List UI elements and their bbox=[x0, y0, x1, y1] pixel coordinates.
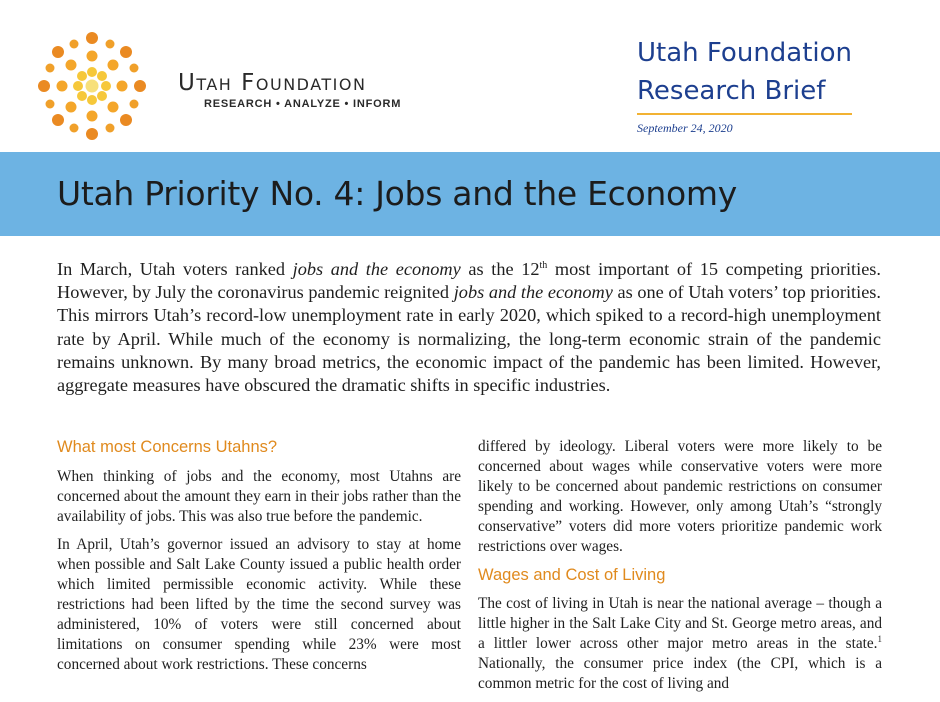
intro-superscript: th bbox=[539, 259, 548, 271]
intro-emphasis: jobs and the economy bbox=[453, 282, 613, 303]
intro-text: as the 12 bbox=[460, 259, 540, 279]
body-paragraph: When thinking of jobs and the economy, most Utahns are concerned about the amount they earn in their jobs rather than the availability of jobs. This was also true before the pandemic. bbox=[57, 468, 461, 525]
logo-dots bbox=[38, 32, 146, 140]
section-heading-wages: Wages and Cost of Living bbox=[478, 566, 666, 584]
body-paragraph: differed by ideology. Liberal voters were more likely to be concerned about wages while conservative voters were more likely to be concerned about pandemic restrictions on consumer spending and working. However, only among Utah’s “strongly conservative” voters did more voters prioritize pandemic work restrictions over wages. bbox=[478, 438, 882, 555]
intro-emphasis: jobs and the economy bbox=[292, 259, 461, 279]
accent-divider bbox=[637, 113, 852, 115]
footnote-marker[interactable]: 1 bbox=[877, 633, 882, 644]
body-text: Nationally, the consumer price index (the CPI, which is a common metric for the cost of living and bbox=[478, 655, 882, 692]
intro-text: as one of Utah voters’ top priorities. This mirrors Utah’s record-low unemployment rate in early 2020, which spiked to a record-high unemployment rate by April. While much of the economy is normalizing, the long-term economic strain of the pandemic remains unknown. By many broad metrics, the economic impact of the pandemic has been limited. However, aggregate measures have obscured the dramatic shifts in specific industries. bbox=[57, 282, 881, 396]
right-column bbox=[478, 437, 882, 702]
brief-title-line2: Research Brief bbox=[637, 76, 826, 106]
utah-foundation-sun-logo-icon bbox=[36, 30, 148, 142]
intro-paragraph bbox=[57, 258, 881, 397]
body-text: The cost of living in Utah is near the national average – though a little higher in the Salt Lake City and St. George metro areas, and a littler lower across other major metro areas in the state. bbox=[478, 595, 882, 652]
body-paragraph: In April, Utah’s governor issued an advisory to stay at home when possible and Salt Lake County issued a public health order which limited permissible economic activity. While these restrictions had been lifted by the time the second survey was administered, 10% of voters were still concerned about limitations on consumer spending while 23% were most concerned about work restrictions. These concerns bbox=[57, 536, 461, 673]
logo-wordmark bbox=[178, 70, 401, 110]
org-tagline: RESEARCH • ANALYZE • INFORM bbox=[204, 98, 402, 110]
intro-text: In March, Utah voters ranked bbox=[57, 259, 293, 279]
intro-text: most important of 15 competing priorities. However, by July the coronavirus pandemic reignited bbox=[57, 259, 881, 303]
org-name: Utah Foundation bbox=[178, 70, 367, 96]
body-paragraph bbox=[478, 594, 882, 694]
brief-title-line1: Utah Foundation bbox=[637, 38, 853, 68]
section-heading-concerns: What most Concerns Utahns? bbox=[57, 438, 278, 456]
left-column bbox=[57, 437, 461, 683]
research-brief-title bbox=[637, 34, 852, 110]
publication-date: September 24, 2020 bbox=[637, 121, 733, 135]
page-title: Utah Priority No. 4: Jobs and the Economy bbox=[57, 174, 737, 213]
